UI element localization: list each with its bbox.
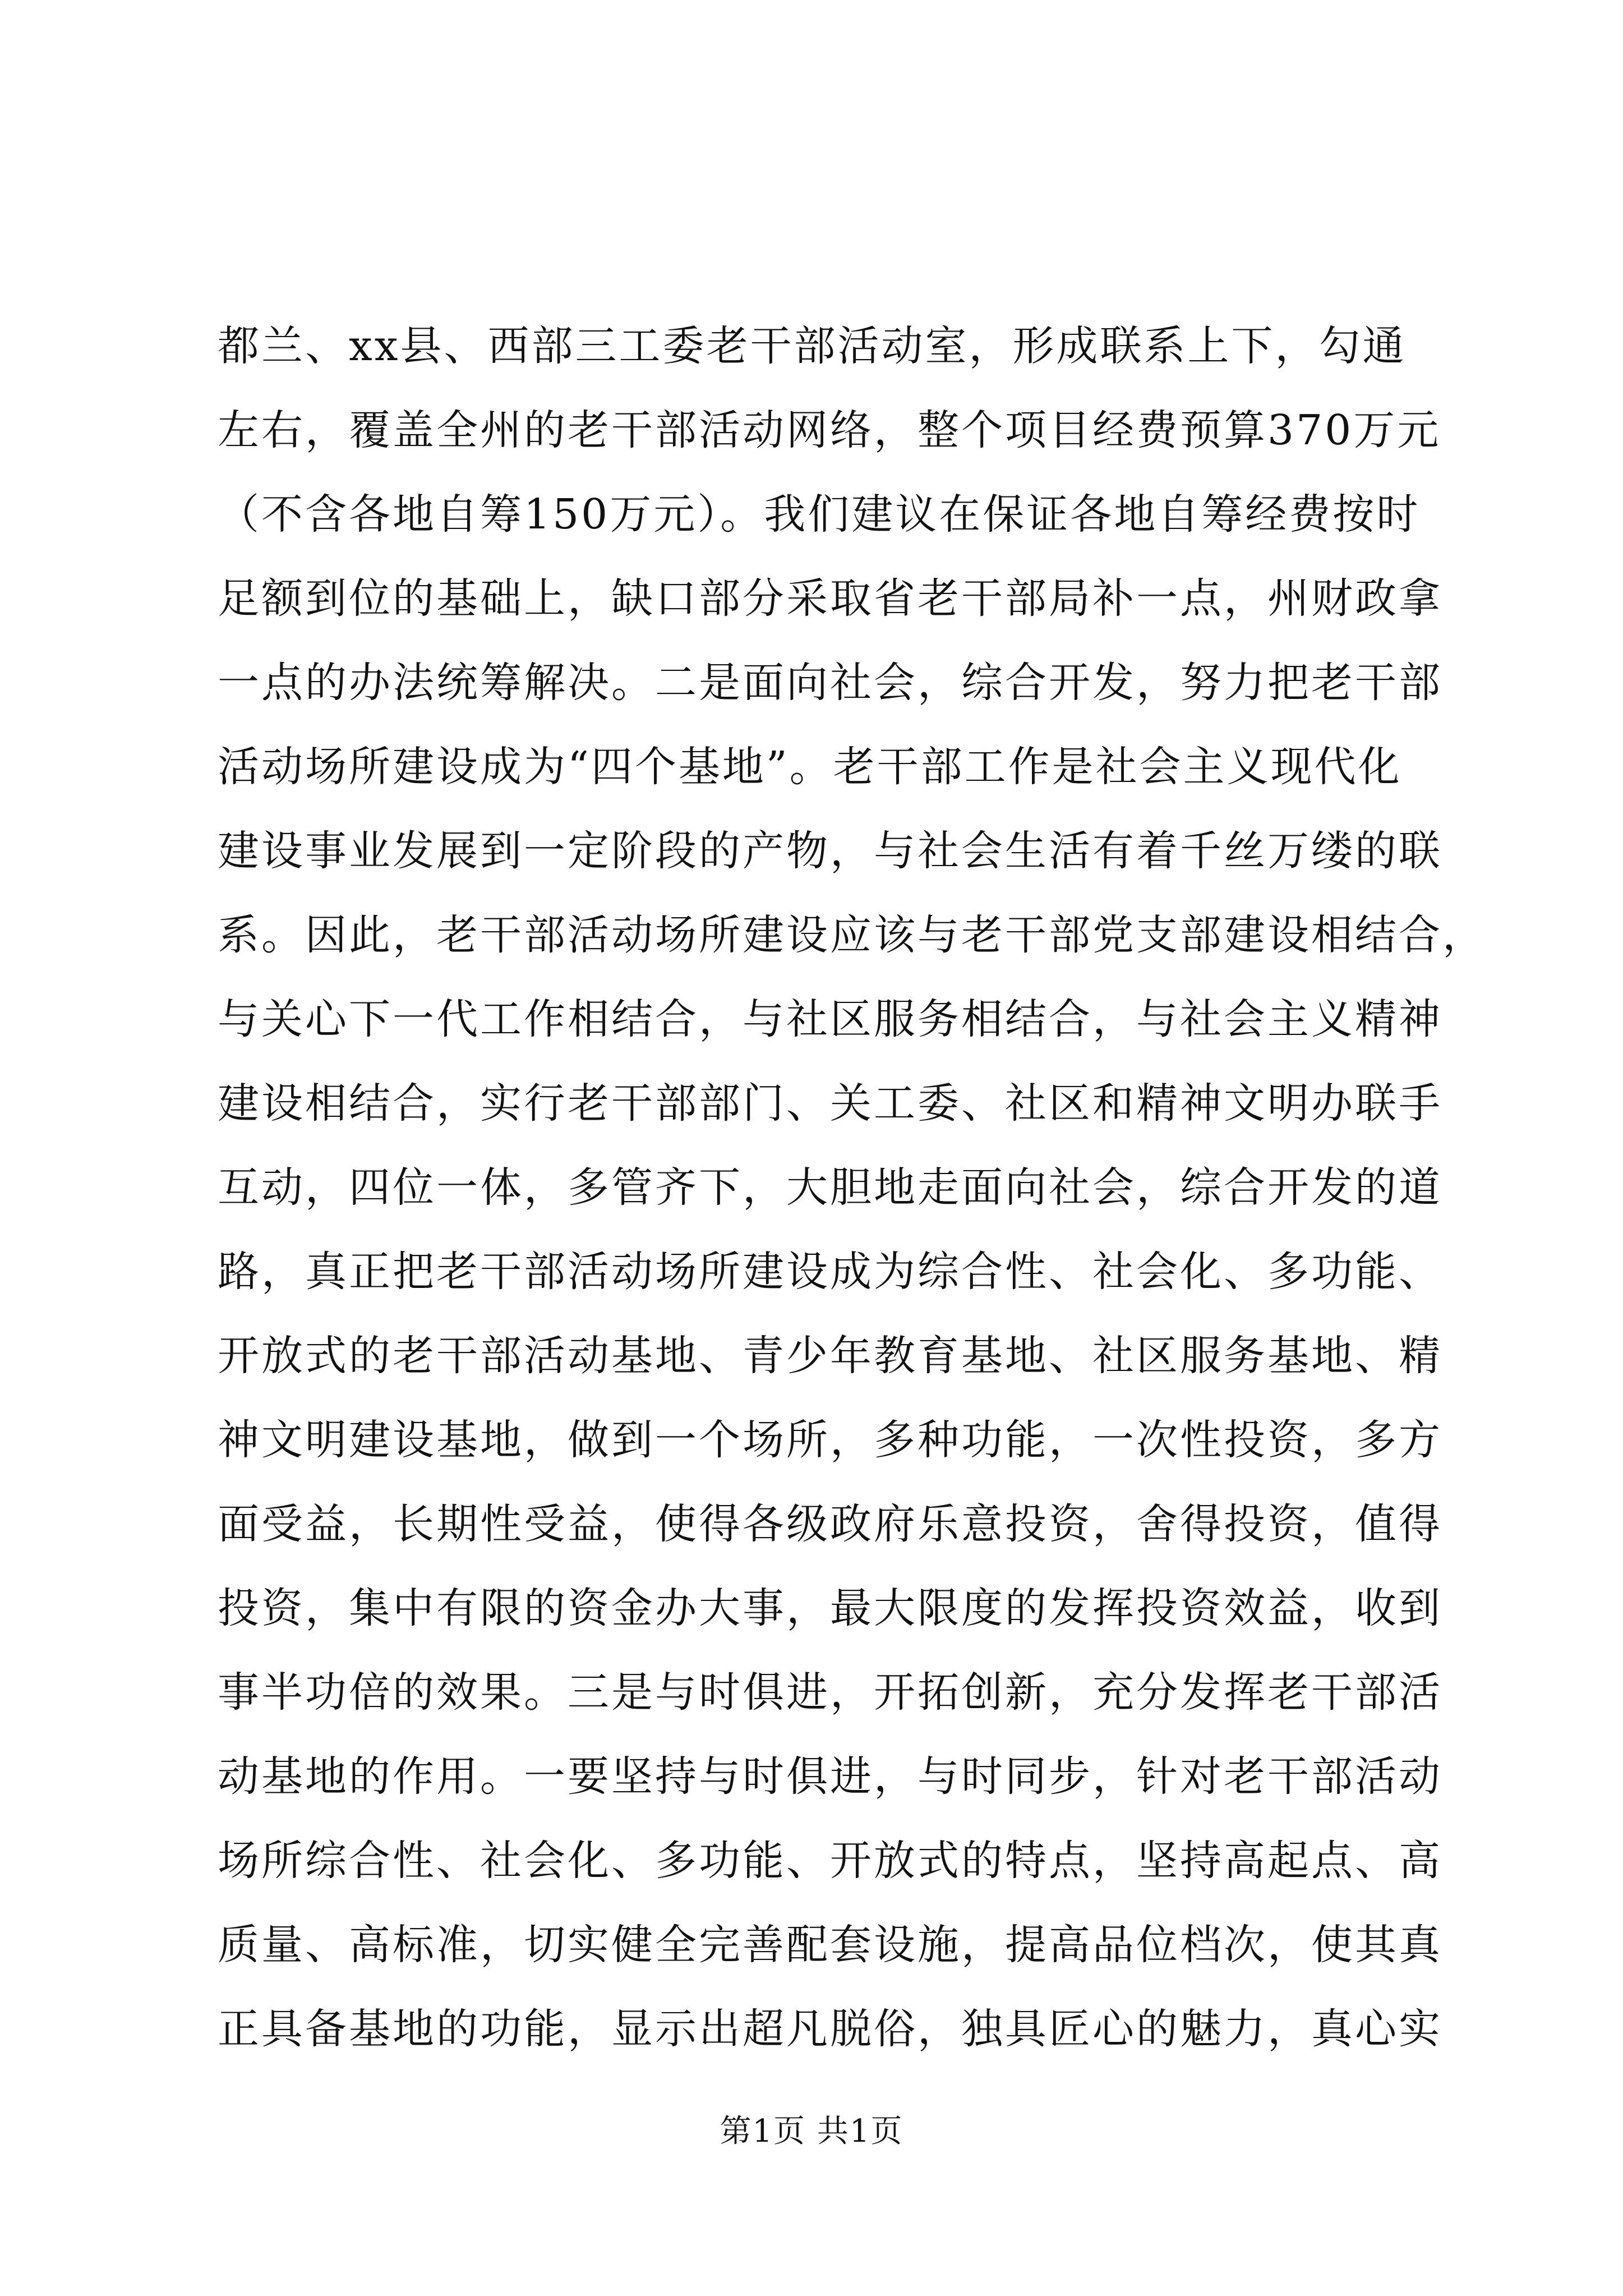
text-line: 路，真正把老干部活动场所建设成为综合性、社会化、多功能、 <box>218 1248 1442 1296</box>
text-line: 动基地的作用。一要坚持与时俱进，与时同步，针对老干部活动 <box>218 1752 1442 1801</box>
text-line: 事半功倍的效果。三是与时俱进，开拓创新，充分发挥老干部活 <box>218 1668 1442 1717</box>
text-line: 建设相结合，实行老干部部门、关工委、社区和精神文明办联手 <box>218 1079 1442 1128</box>
text-line: 面受益，长期性受益，使得各级政府乐意投资，舍得投资，值得 <box>218 1500 1442 1548</box>
text-line: 开放式的老干部活动基地、青少年教育基地、社区服务基地、精 <box>218 1332 1442 1380</box>
body-text <box>218 304 1486 2071</box>
text-line: 系。因此，老干部活动场所建设应该与老干部党支部建设相结合， <box>218 911 1486 959</box>
page-footer <box>0 2109 1623 2154</box>
page-number-label: 第1页 共1页 <box>720 2113 903 2150</box>
text-line: 正具备基地的功能，显示出超凡脱俗，独具匠心的魅力，真心实 <box>218 2005 1442 2053</box>
text-line: 活动场所建设成为“四个基地”。老干部工作是社会主义现代化 <box>218 743 1402 791</box>
text-line: 互动，四位一体，多管齐下，大胆地走面向社会，综合开发的道 <box>218 1163 1442 1212</box>
text-line: 场所综合性、社会化、多功能、开放式的特点，坚持高起点、高 <box>218 1837 1442 1885</box>
text-line: 与关心下一代工作相结合，与社区服务相结合，与社会主义精神 <box>218 995 1442 1043</box>
text-line: 投资，集中有限的资金办大事，最大限度的发挥投资效益，收到 <box>218 1584 1442 1632</box>
text-line: 足额到位的基础上，缺口部分采取省老干部局补一点，州财政拿 <box>218 574 1442 623</box>
text-line: 神文明建设基地，做到一个场所，多种功能，一次性投资，多方 <box>218 1416 1442 1464</box>
text-line: （不含各地自筹150万元）。我们建议在保证各地自筹经费按时 <box>218 490 1421 539</box>
text-line: 一点的办法统筹解决。二是面向社会，综合开发，努力把老干部 <box>218 659 1442 707</box>
text-line: 都兰、xx县、西部三工委老干部活动室，形成联系上下，勾通 <box>218 322 1407 370</box>
text-line: 质量、高标准，切实健全完善配套设施，提高品位档次，使其真 <box>218 1921 1442 1969</box>
text-line: 建设事业发展到一定阶段的产物，与社会生活有着千丝万缕的联 <box>218 827 1442 875</box>
text-line: 左右，覆盖全州的老干部活动网络，整个项目经费预算370万元 <box>218 406 1441 454</box>
